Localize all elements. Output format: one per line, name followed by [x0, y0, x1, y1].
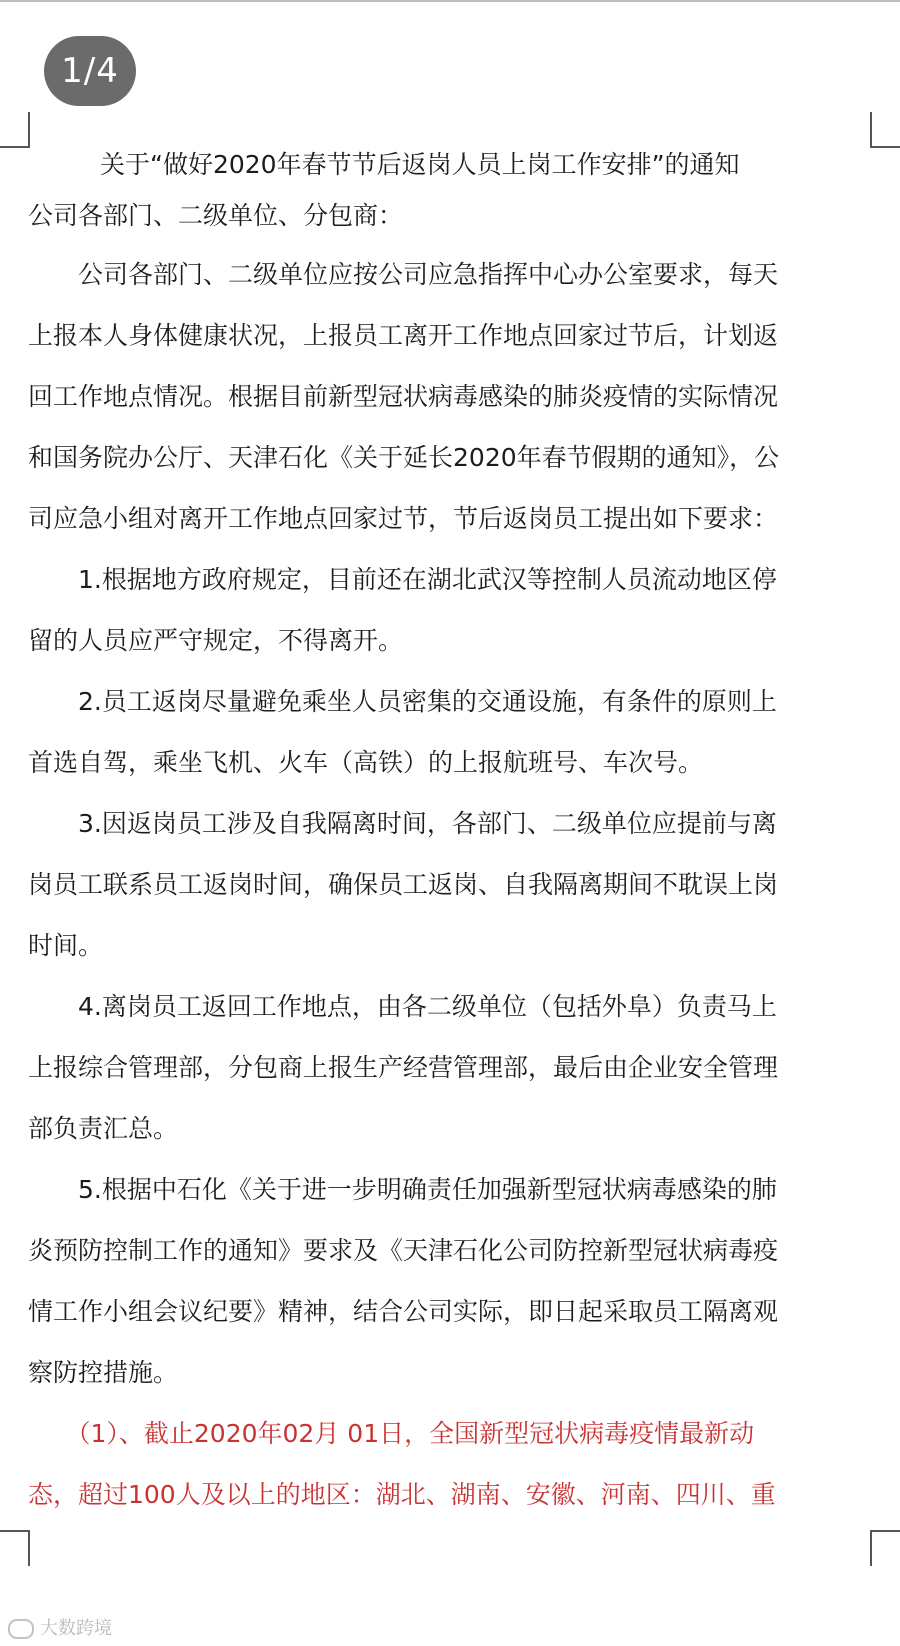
document-lines: [28, 244, 858, 1525]
document-body: [28, 142, 858, 1525]
document-line: 和国务院办公厅、天津石化《关于延长2020年春节假期的通知》，公: [28, 443, 780, 472]
watermark: [8, 1614, 112, 1640]
document-line: 1.根据地方政府规定，目前还在湖北武汉等控制人员流动地区停: [28, 565, 777, 594]
document-line: 3.因返岗员工涉及自我隔离时间，各部门、二级单位应提前与离: [28, 809, 777, 838]
document-line: 回工作地点情况。根据目前新型冠状病毒感染的肺炎疫情的实际情况: [28, 382, 779, 411]
document-line: 4.离岗员工返回工作地点，由各二级单位（包括外阜）负责马上: [28, 992, 777, 1021]
document-line: 公司各部门、二级单位应按公司应急指挥中心办公室要求，每天: [28, 260, 779, 289]
document-line: 察防控措施。: [28, 1358, 179, 1387]
page-indicator[interactable]: 1/4: [44, 36, 136, 106]
watermark-logo-icon: [8, 1619, 34, 1639]
document-line: 上报综合管理部，分包商上报生产经营管理部，最后由企业安全管理: [28, 1053, 779, 1082]
document-line: 留的人员应严守规定，不得离开。: [28, 626, 404, 655]
document-line: 上报本人身体健康状况，上报员工离开工作地点回家过节后，计划返: [28, 321, 779, 350]
margin-mark-top-left: [0, 112, 30, 148]
document-line: 时间。: [28, 931, 104, 960]
margin-mark-top-right: [870, 112, 900, 148]
margin-mark-bottom-right: [870, 1530, 900, 1566]
document-line: 司应急小组对离开工作地点回家过节，节后返岗员工提出如下要求：: [28, 504, 779, 533]
document-title: 关于“做好2020年春节节后返岗人员上岗工作安排”的通知: [100, 150, 740, 179]
document-line: 岗员工联系员工返岗时间，确保员工返岗、自我隔离期间不耽误上岗: [28, 870, 779, 899]
document-line: 5.根据中石化《关于进一步明确责任加强新型冠状病毒感染的肺: [28, 1175, 777, 1204]
document-line: （1）、截止2020年02月 01日，全国新型冠状病毒疫情最新动: [28, 1419, 755, 1448]
top-frame-line: [0, 0, 900, 2]
document-line: 态，超过100人及以上的地区：湖北、湖南、安徽、河南、四川、重: [28, 1480, 776, 1509]
document-addressee: 公司各部门、二级单位、分包商：: [28, 201, 404, 230]
watermark-text: 大数跨境: [40, 1618, 112, 1639]
document-line: 部负责汇总。: [28, 1114, 179, 1143]
document-line: 首选自驾，乘坐飞机、火车（高铁）的上报航班号、车次号。: [28, 748, 704, 777]
margin-mark-bottom-left: [0, 1530, 30, 1566]
document-line: 炎预防控制工作的通知》要求及《天津石化公司防控新型冠状病毒疫: [28, 1236, 779, 1265]
document-line: 2.员工返岗尽量避免乘坐人员密集的交通设施，有条件的原则上: [28, 687, 777, 716]
document-line: 情工作小组会议纪要》精神，结合公司实际，即日起采取员工隔离观: [28, 1297, 779, 1326]
